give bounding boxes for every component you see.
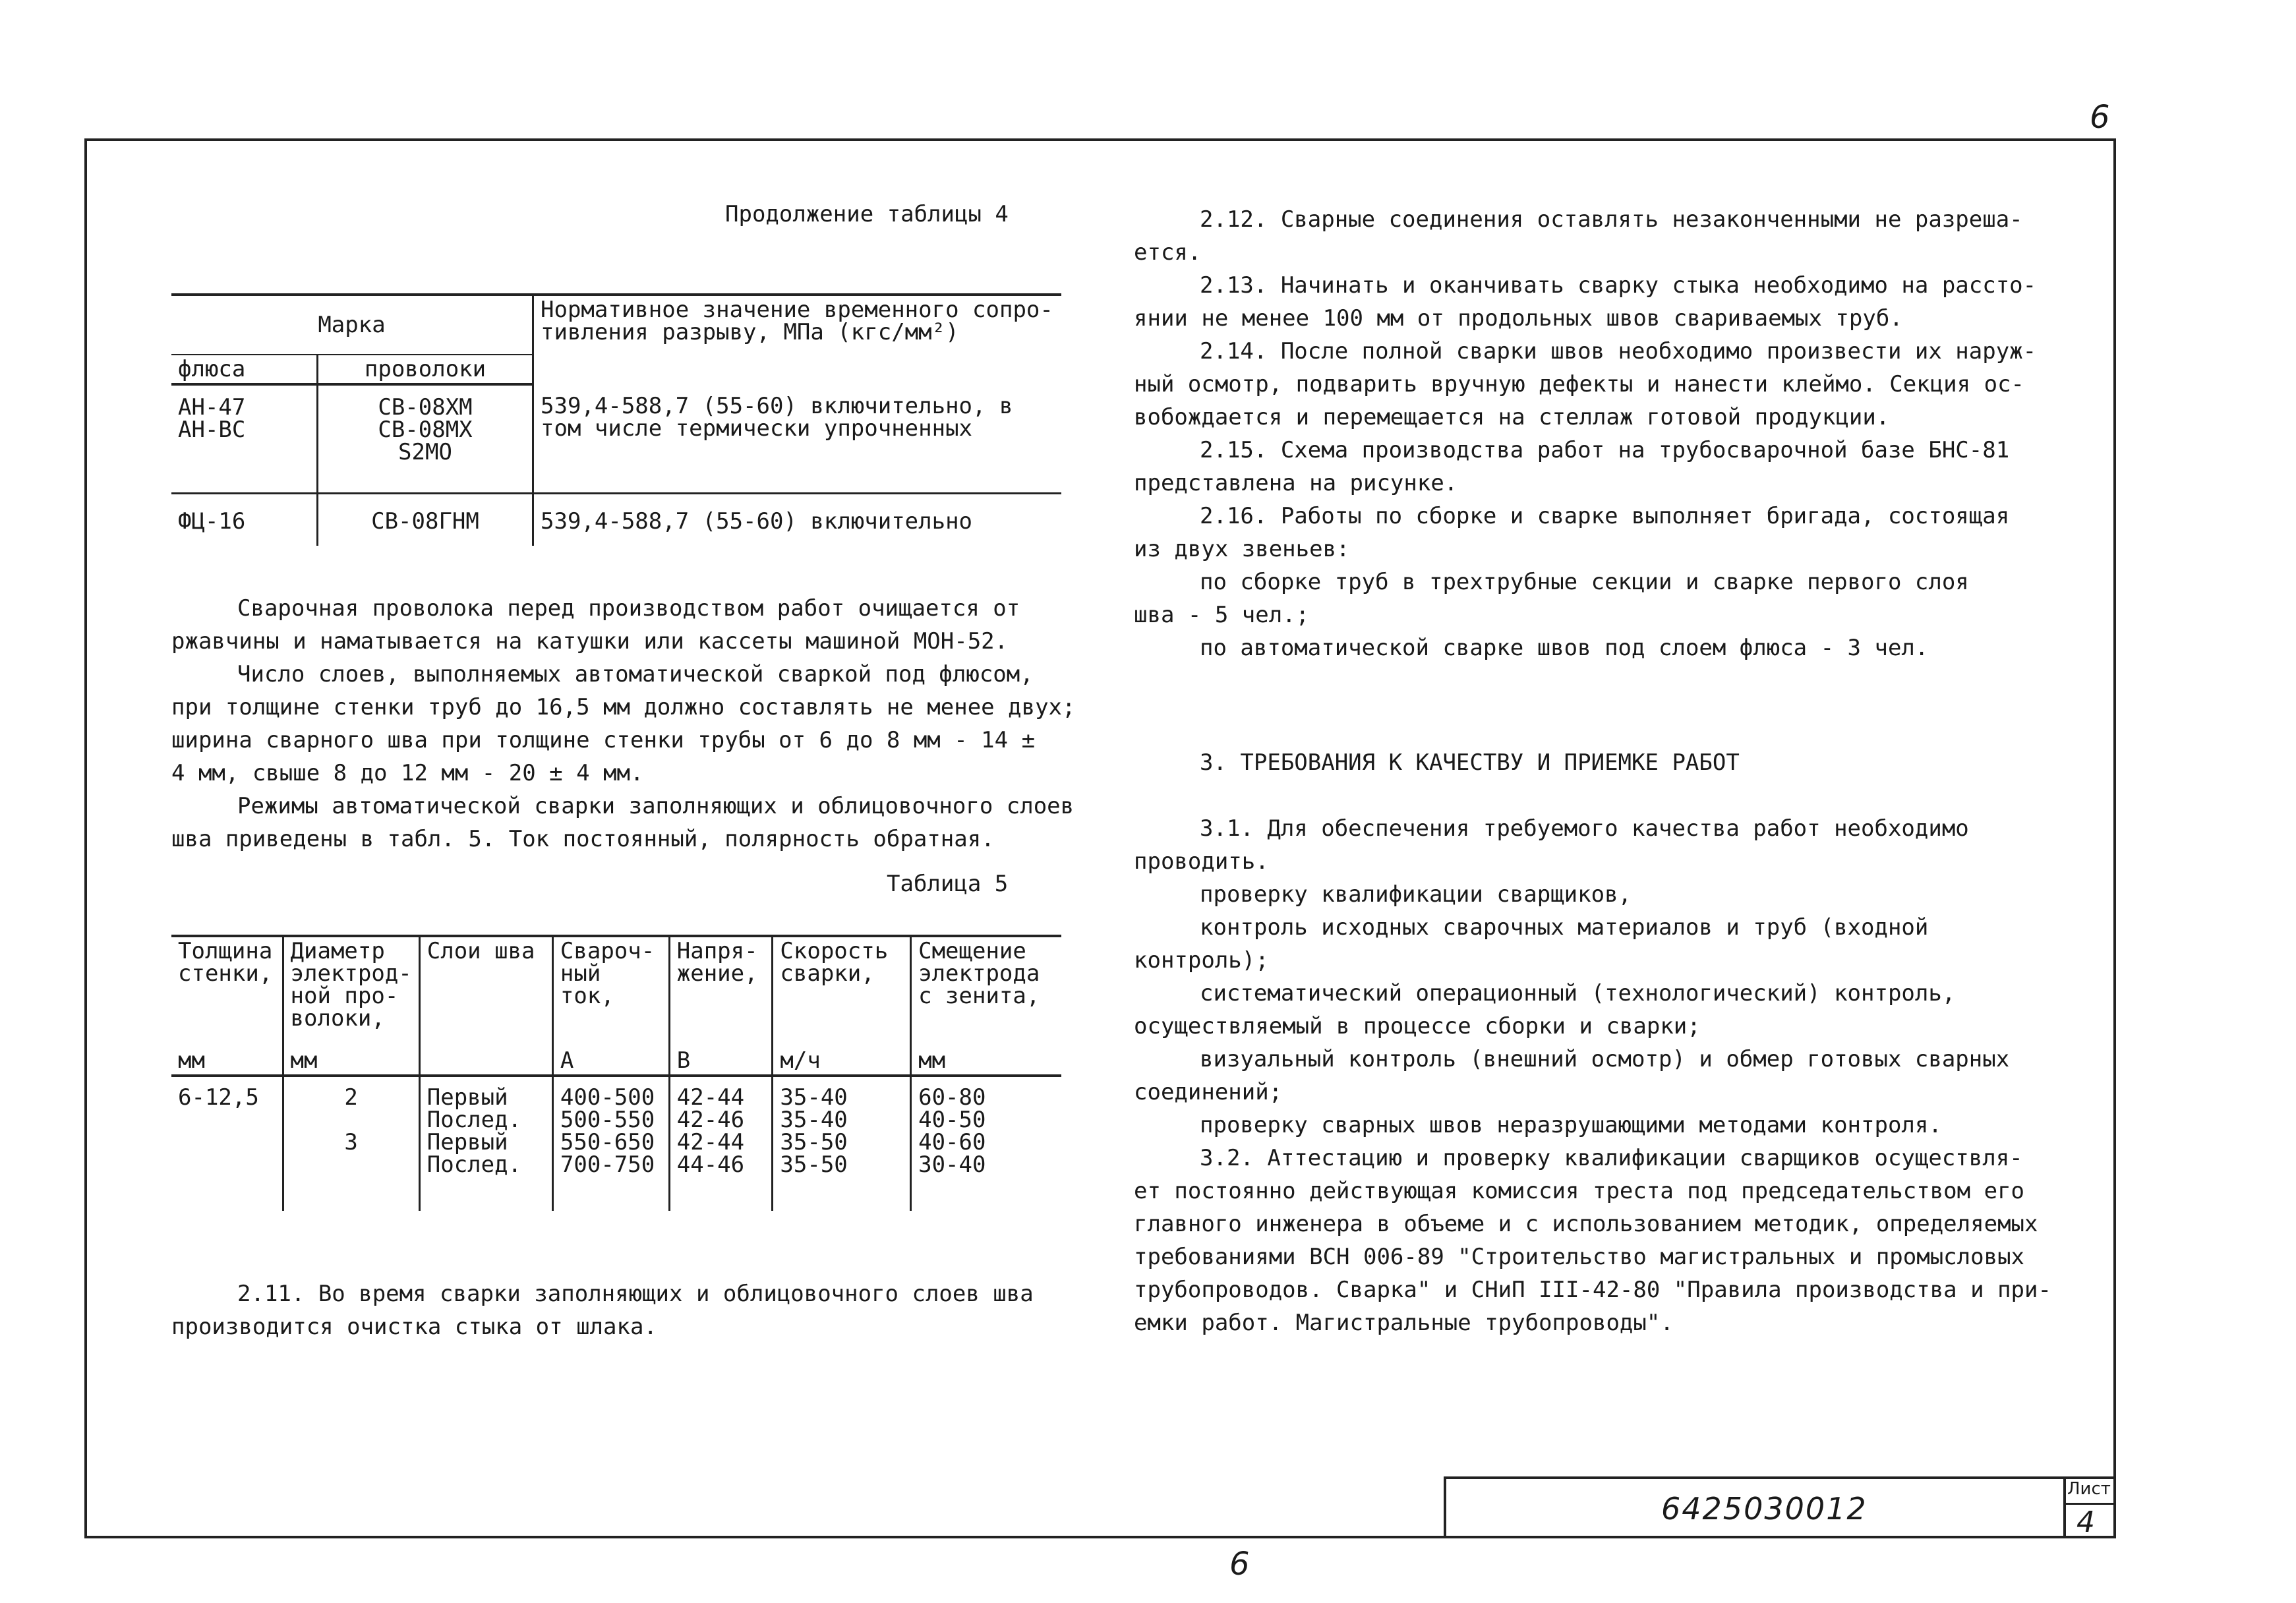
left-paragraph-line: ширина сварного шва при толщине стенки трубы от 6 до 8 мм - 14 ± xyxy=(171,727,1036,753)
section3-line: 3.2. Аттестацию и проверку квалификации сварщиков осуществля- xyxy=(1200,1145,2023,1171)
section-3-title: 3. ТРЕБОВАНИЯ К КАЧЕСТВУ И ПРИЕМКЕ РАБОТ xyxy=(1200,749,1740,776)
table4-header-value: Нормативное значение временного сопро- тивления разрыву, МПа (кгс/мм²) xyxy=(533,295,1062,384)
section3-line: трубопроводов. Сварка" и СНиП III-42-80 "Правила производства и при- xyxy=(1134,1277,2051,1303)
table5-unit-thickness: мм xyxy=(171,1047,283,1076)
table5-header-offset: Смещение электрода с зенита, xyxy=(911,936,1061,1047)
right-line: по сборке труб в трехтрубные секции и сварке первого слоя xyxy=(1200,569,1969,595)
section3-line: контроль); xyxy=(1134,947,1269,974)
left-body-text xyxy=(171,592,1075,856)
table5-cell-voltage: 42-44 42-46 42-44 44-46 xyxy=(669,1076,773,1211)
section3-line: 3.1. Для обеспечения требуемого качества работ необходимо xyxy=(1200,815,1969,842)
table5-cell-offset: 60-80 40-50 40-60 30-40 xyxy=(918,1084,986,1178)
p211-line: 2.11. Во время сварки заполняющих и облицовочного слоев шва xyxy=(237,1281,1034,1307)
table5-unit-current: А xyxy=(552,1047,669,1076)
section3-line: емки работ. Магистральные трубопроводы". xyxy=(1134,1310,1674,1336)
right-line: 2.14. После полной сварки швов необходимо произвести их наруж- xyxy=(1200,338,2037,364)
table4-row1-flux: АН-47 АН-ВС xyxy=(171,384,318,493)
table4-row1-wire: СВ-08ХМ СВ-08МХ S2MO xyxy=(318,384,533,493)
table5-header-current: Свароч- ный ток, xyxy=(552,936,669,1047)
paragraph-2-11 xyxy=(171,1277,1034,1343)
section-3-body xyxy=(1134,812,2051,1339)
section3-line: проверку квалификации сварщиков, xyxy=(1200,881,1632,908)
section3-line: проверку сварных швов неразрушающими методами контроля. xyxy=(1200,1112,1942,1138)
right-line: 2.13. Начинать и оканчивать сварку стыка необходимо на рассто- xyxy=(1200,272,2037,299)
left-paragraph-line: Сварочная проволока перед производством работ очищается от xyxy=(237,595,1020,622)
table4-caption: Продолжение таблицы 4 xyxy=(725,201,1009,227)
table5-unit-voltage: В xyxy=(669,1047,773,1076)
table4-row2-value: 539,4-588,7 (55-60) включительно xyxy=(533,493,1062,546)
table5-caption: Таблица 5 xyxy=(887,871,1009,897)
table4-row2-flux: ФЦ-16 xyxy=(171,493,318,546)
table4-row2-wire: СВ-08ГНМ xyxy=(318,493,533,546)
table-5 xyxy=(171,935,1061,1211)
table5-cell-thickness: 6-12,5 xyxy=(171,1076,283,1211)
table4-header-mark: Марка xyxy=(171,295,533,355)
right-line: из двух звеньев: xyxy=(1134,536,1350,562)
section3-line: осуществляемый в процессе сборки и сварки; xyxy=(1134,1013,1701,1039)
sheet-label: Лист xyxy=(2067,1479,2111,1499)
table5-header-diameter: Диаметр электрод- ной про- волоки, xyxy=(283,936,419,1047)
right-line: ется. xyxy=(1134,239,1202,266)
table5-cell-speed: 35-40 35-40 35-50 35-50 xyxy=(773,1076,911,1211)
table-4 xyxy=(171,293,1061,546)
left-paragraph-line: ржавчины и наматывается на катушки или кассеты машиной МОН-52. xyxy=(171,628,1009,655)
p211-line: производится очистка стыка от шлака. xyxy=(171,1314,657,1340)
table4-header-wire: проволоки xyxy=(318,355,533,384)
section3-line: визуальный контроль (внешний осмотр) и обмер готовых сварных xyxy=(1200,1046,2010,1072)
section3-line: соединений; xyxy=(1134,1079,1283,1105)
left-paragraph-line: при толщине стенки труб до 16,5 мм должно составлять не менее двух; xyxy=(171,694,1076,720)
left-paragraph-line: шва приведены в табл. 5. Ток постоянный, полярность обратная. xyxy=(171,826,995,852)
section3-line: требованиями ВСН 006-89 "Строительство магистральных и промысловых xyxy=(1134,1244,2025,1270)
right-line: ный осмотр, подварить вручную дефекты и нанести клеймо. Секция ос- xyxy=(1134,371,2025,397)
right-body-text xyxy=(1134,203,2036,664)
table5-header-voltage: Напря- жение, xyxy=(669,936,773,1047)
right-line: 2.15. Схема производства работ на трубосварочной базе БНС-81 xyxy=(1200,437,2010,463)
table4-row1-value: 539,4-588,7 (55-60) включительно, в том числе термически упрочненных xyxy=(533,384,1062,493)
section3-line: систематический операционный (технологический) контроль, xyxy=(1200,980,1956,1006)
right-line: представлена на рисунке. xyxy=(1134,470,1458,496)
page-number-bottom: 6 xyxy=(1229,1546,1250,1583)
left-paragraph-line: 4 мм, свыше 8 до 12 мм - 20 ± 4 мм. xyxy=(171,760,644,786)
right-line: по автоматической сварке швов под слоем флюса - 3 чел. xyxy=(1200,635,1929,661)
table5-unit-offset: мм xyxy=(911,1047,1061,1076)
table5-header-layers: Слои шва xyxy=(419,936,552,1047)
sheet-separator xyxy=(2063,1503,2116,1505)
left-paragraph-line: Режимы автоматической сварки заполняющих и облицовочного слоев xyxy=(237,793,1074,819)
section3-line: проводить. xyxy=(1134,848,1269,875)
right-line: шва - 5 чел.; xyxy=(1134,602,1310,628)
table5-header-speed: Скорость сварки, xyxy=(773,936,911,1047)
table5-unit-diameter: мм xyxy=(283,1047,419,1076)
left-paragraph-line: Число слоев, выполняемых автоматической сваркой под флюсом, xyxy=(237,661,1034,687)
right-line: 2.16. Работы по сборке и сварке выполняет бригада, состоящая xyxy=(1200,503,2010,529)
page-number-top: 6 xyxy=(2090,99,2110,136)
section3-line: ет постоянно действующая комиссия треста под председательством его xyxy=(1134,1178,2025,1204)
table5-header-thickness: Толщина стенки, xyxy=(171,936,283,1047)
table5-unit-layers xyxy=(419,1047,552,1076)
table5-cell-layers: Первый Послед. Первый Послед. xyxy=(419,1076,552,1211)
sheet-number: 4 xyxy=(2076,1505,2095,1539)
table5-cell-diameter: 2 3 xyxy=(283,1076,419,1211)
right-line: вобождается и перемещается на стеллаж готовой продукции. xyxy=(1134,404,1890,430)
document-code: 6425030012 xyxy=(1661,1491,1868,1527)
right-line: янии не менее 100 мм от продольных швов свариваемых труб. xyxy=(1134,305,1903,332)
section3-line: главного инженера в объеме и с использованием методик, определяемых xyxy=(1134,1211,2038,1237)
section3-line: контроль исходных сварочных материалов и труб (входной xyxy=(1200,914,1929,941)
table5-unit-speed: м/ч xyxy=(773,1047,911,1076)
table4-header-flux: флюса xyxy=(171,355,318,384)
right-line: 2.12. Сварные соединения оставлять незаконченными не разреша- xyxy=(1200,206,2023,233)
table5-cell-current: 400-500 500-550 550-650 700-750 xyxy=(552,1076,669,1211)
